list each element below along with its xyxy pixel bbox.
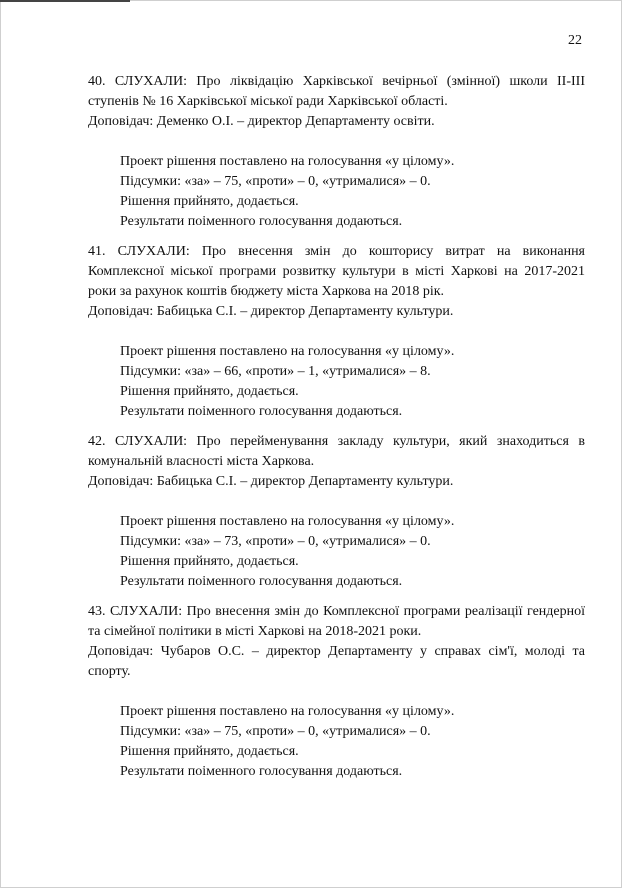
page-number: 22	[568, 33, 582, 48]
vote-result-line: Результати поіменного голосування додаються.	[120, 574, 403, 589]
item-heading: 43. СЛУХАЛИ: Про внесення змін до Комплексної програми реалізації гендерної та сімейної політики в місті Харкові на 2018-2021 роки.	[88, 604, 585, 639]
item-speaker: Доповідач: Чубаров О.С. – директор Департаменту у справах сім'ї, молоді та спорту.	[88, 644, 585, 679]
item-heading: 42. СЛУХАЛИ: Про перейменування закладу культури, який знаходиться в комунальній власності міста Харкова.	[88, 434, 585, 469]
item-heading: 41. СЛУХАЛИ: Про внесення змін до кошторису витрат на виконання Комплексної міської програми розвитку культури в місті Харкові на 2017-2021 роки за рахунок коштів бюджету міста Харкова на 2018 рік.	[88, 244, 585, 299]
vote-result-line: Підсумки: «за» – 75, «проти» – 0, «утрималися» – 0.	[120, 724, 431, 739]
item-speaker: Доповідач: Бабицька С.І. – директор Департаменту культури.	[88, 474, 454, 489]
vote-result-line: Рішення прийнято, додається.	[120, 744, 299, 759]
vote-result-line: Рішення прийнято, додається.	[120, 384, 299, 399]
vote-result-line: Результати поіменного голосування додаються.	[120, 214, 403, 229]
vote-result	[88, 342, 585, 422]
vote-result	[88, 152, 585, 232]
vote-result-line: Рішення прийнято, додається.	[120, 194, 299, 209]
vote-result-line: Результати поіменного голосування додаються.	[120, 764, 403, 779]
vote-result-line: Результати поіменного голосування додаються.	[120, 404, 403, 419]
vote-result-line: Проект рішення поставлено на голосування «у цілому».	[120, 704, 455, 719]
vote-result-line: Проект рішення поставлено на голосування «у цілому».	[120, 344, 455, 359]
vote-result	[88, 512, 585, 592]
vote-result-line: Підсумки: «за» – 73, «проти» – 0, «утрималися» – 0.	[120, 534, 431, 549]
vote-result-line: Проект рішення поставлено на голосування «у цілому».	[120, 154, 455, 169]
item-speaker: Доповідач: Деменко О.І. – директор Департаменту освіти.	[88, 114, 435, 129]
vote-result	[88, 702, 585, 782]
item-speaker: Доповідач: Бабицька С.І. – директор Департаменту культури.	[88, 304, 454, 319]
agenda-item-40	[88, 72, 585, 232]
vote-result-line: Рішення прийнято, додається.	[120, 554, 299, 569]
agenda-item-42	[88, 432, 585, 592]
item-heading: 40. СЛУХАЛИ: Про ліквідацію Харківської вечірньої (змінної) школи ІІ-ІІІ ступенів № 16 Харківської міської ради Харківської області.	[88, 74, 585, 109]
vote-result-line: Проект рішення поставлено на голосування «у цілому».	[120, 514, 455, 529]
agenda-item-43	[88, 602, 585, 782]
scan-edge-mark	[0, 0, 130, 2]
vote-result-line: Підсумки: «за» – 66, «проти» – 1, «утрималися» – 8.	[120, 364, 431, 379]
vote-result-line: Підсумки: «за» – 75, «проти» – 0, «утрималися» – 0.	[120, 174, 431, 189]
agenda-item-41	[88, 242, 585, 422]
